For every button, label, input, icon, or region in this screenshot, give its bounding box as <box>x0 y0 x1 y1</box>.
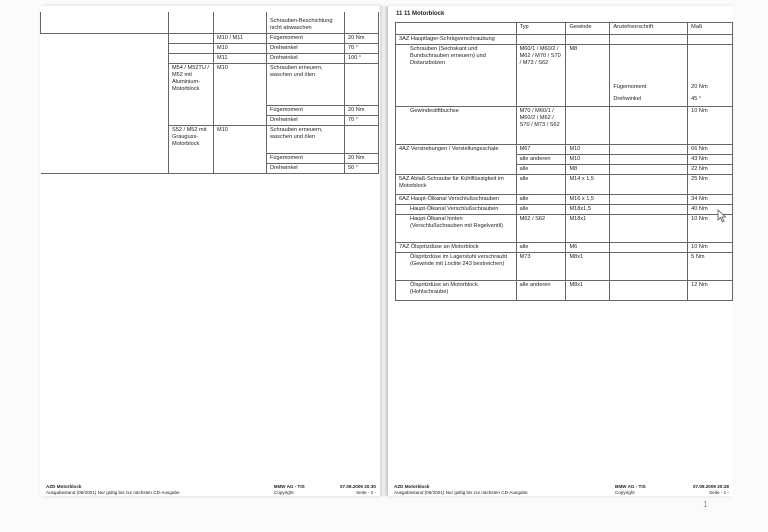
gewinde-cell: M8x1 <box>566 281 610 301</box>
header-anzieh: Anziehvorschrift <box>610 23 688 35</box>
mass-cell: 12 Nm <box>688 281 733 301</box>
gewinde-cell: M8 <box>566 165 610 175</box>
table-row <box>396 175 733 195</box>
mass-cell: 34 Nm <box>688 195 733 205</box>
step-cell: Fügemoment <box>267 106 345 116</box>
value-cell <box>345 64 379 106</box>
typ-cell: alle <box>516 195 566 205</box>
value-cell: 100 ° <box>345 54 379 64</box>
desc-cell: Ölspritzdüse im Lagerstuhl verschraubt (Gewinde mit Loctite 243 bestreichen) <box>396 253 517 281</box>
typ-cell: alle anderen <box>516 155 566 165</box>
value-cell: 20 Nm <box>345 106 379 116</box>
value-cell: 70 ° <box>345 44 379 54</box>
gewinde-cell: M18x1,5 <box>566 205 610 215</box>
torque-table-right <box>395 22 733 301</box>
table-row <box>41 116 379 126</box>
thread-cell <box>214 106 267 116</box>
mass-cell: 10 Nm <box>688 243 733 253</box>
mass-cell: 10 Nm <box>688 215 733 243</box>
mass-cell: 10 Nm <box>688 107 733 145</box>
footer-copyright: Copyright <box>615 490 635 495</box>
table-header-row <box>396 23 733 35</box>
table-row <box>396 95 733 107</box>
engine-cell: M54 / M52TU / M52 mit Aluminium-Motorblock <box>169 64 214 106</box>
page-gutter <box>380 6 388 496</box>
table-row <box>396 165 733 175</box>
table-row <box>396 45 733 83</box>
value-cell: 20 Nm <box>345 34 379 44</box>
step-cell: Schrauben-Beschichtung nicht abwaschen <box>267 12 345 34</box>
value-cell: 70 ° <box>345 116 379 126</box>
desc-cell: 6AZ Haupt-Ölkanal Verschlußschrauben <box>396 195 517 205</box>
thread-cell <box>214 116 267 126</box>
typ-cell: alle anderen <box>516 281 566 301</box>
typ-cell: M62 / S62 <box>516 215 566 243</box>
table-row <box>41 106 379 116</box>
desc-cell: 4AZ Verstrebungen / Verstellungsschale <box>396 145 517 155</box>
step-cell: Schrauben erneuern, waschen und ölen <box>267 126 345 154</box>
page-number-indicator: 1 <box>703 500 708 509</box>
thread-cell <box>214 12 267 34</box>
step-cell: Drehwinkel <box>267 164 345 174</box>
table-row <box>396 155 733 165</box>
thread-cell: M11 <box>214 54 267 64</box>
mouse-cursor-icon <box>717 209 727 223</box>
typ-cell: alle <box>516 243 566 253</box>
gewinde-cell: M8 <box>566 45 610 83</box>
typ-cell: M70 / M60/1 / M60/2 / M62 / S70 / M73 / S62 <box>516 107 566 145</box>
footer-publisher: BMW AG - TIS <box>615 484 646 489</box>
table-row <box>41 126 379 154</box>
header-mass: Maß <box>688 23 733 35</box>
step-cell: Fügemoment <box>267 34 345 44</box>
table-row <box>396 145 733 155</box>
footer-datetime: 07.09.2009 20:28 <box>692 484 729 489</box>
engine-cell <box>169 12 214 34</box>
torque-table-left <box>40 12 379 174</box>
gewinde-cell: M8x1 <box>566 253 610 281</box>
desc-cell: Ölspritzdüse an Motorblock (Hohlschraube) <box>396 281 517 301</box>
table-row <box>396 205 733 215</box>
step-cell: Drehwinkel <box>267 44 345 54</box>
engine-cell <box>169 106 214 116</box>
engine-cell <box>169 116 214 126</box>
step-cell: Drehwinkel <box>267 116 345 126</box>
table-row <box>396 83 733 95</box>
step-cell: Drehwinkel <box>267 54 345 64</box>
gewinde-cell: M16 x 1,5 <box>566 195 610 205</box>
table-row <box>396 195 733 205</box>
desc-cell: 7AZ Ölspritzdüse an Motorblock <box>396 243 517 253</box>
table-row <box>41 64 379 106</box>
engine-cell <box>169 164 214 174</box>
gewinde-cell: M10 <box>566 145 610 155</box>
typ-cell: alle <box>516 165 566 175</box>
engine-cell: S52 / M52 mit Grauguss-Motorblock <box>169 126 214 154</box>
table-row <box>41 164 379 174</box>
thread-cell: M10 / M11 <box>214 34 267 44</box>
header-typ: Typ <box>516 23 566 35</box>
footer-subtitle: Ausgabestand (06/2001) Nur gültig bis zur nächsten CD-Ausgabe <box>394 490 528 495</box>
engine-cell <box>169 154 214 164</box>
thread-cell: M10 <box>214 126 267 154</box>
gewinde-cell: M6 <box>566 243 610 253</box>
typ-cell: M73 <box>516 253 566 281</box>
step-cell: Schrauben erneuern, waschen und ölen <box>267 64 345 106</box>
desc-cell: Haupt-Ölkanal Verschlußschrauben <box>396 205 517 215</box>
table-row <box>396 215 733 243</box>
value-cell: 20 Nm <box>345 154 379 164</box>
footer-page: Seite - 1 - <box>709 490 729 495</box>
table-row <box>396 253 733 281</box>
section-title: 11 11 Motorblock <box>396 11 445 17</box>
thread-cell <box>214 164 267 174</box>
table-row <box>41 54 379 64</box>
gewinde-cell: M14 x 1,5 <box>566 175 610 195</box>
thread-cell: M10 <box>214 64 267 106</box>
anzieh-cell: Drehwinkel <box>610 95 688 107</box>
footer-page: Seite - 2 - <box>356 490 376 495</box>
table-row <box>396 35 733 45</box>
desc-cell: Haupt-Ölkanal hinten (Verschlußschrauben mit Regelventil) <box>396 215 517 243</box>
footer-copyright: Copyright <box>274 490 294 495</box>
document-page-left <box>40 6 380 496</box>
mass-cell: 25 Nm <box>688 175 733 195</box>
typ-cell: M60/1 / M60/2 / M62 / M70 / S70 / M73 / S62 <box>516 45 566 83</box>
mass-cell: 22 Nm <box>688 165 733 175</box>
thread-cell: M10 <box>214 44 267 54</box>
value-cell <box>345 126 379 154</box>
document-page-right <box>388 6 733 496</box>
value-cell: 50 ° <box>345 164 379 174</box>
mass-cell: 66 Nm <box>688 145 733 155</box>
desc-cell: Schrauben (Sechskant und Bundschrauben erneuern) und Distanzbolzen <box>396 45 517 83</box>
mass-cell: 5 Nm <box>688 253 733 281</box>
table-row <box>41 12 379 34</box>
gewinde-cell: M10 <box>566 155 610 165</box>
engine-cell <box>169 54 214 64</box>
footer-datetime: 07.09.2009 20:30 <box>339 484 376 489</box>
mass-cell: 20 Nm <box>688 83 733 95</box>
header-gewinde: Gewinde <box>566 23 610 35</box>
mass-cell: 45 ° <box>688 95 733 107</box>
footer-title: AZD Motorblock <box>394 484 430 489</box>
table-row <box>41 44 379 54</box>
desc-cell: Gewindestiftbuchse <box>396 107 517 145</box>
table-row <box>41 154 379 164</box>
typ-cell: M67 <box>516 145 566 155</box>
engine-cell <box>169 34 214 44</box>
footer-subtitle: Ausgabestand (06/2001) Nur gültig bis zur nächsten CD-Ausgabe <box>46 490 180 495</box>
desc-cell: 5AZ Ablaß-Schraube für Kühlflüssigkeit im Motorblock <box>396 175 517 195</box>
anzieh-cell: Fügemoment <box>610 83 688 95</box>
gewinde-cell: M18x1 <box>566 215 610 243</box>
mass-cell: 40 Nm <box>688 205 733 215</box>
footer-publisher: BMW AG - TIS <box>274 484 305 489</box>
table-row <box>41 34 379 44</box>
step-cell: Fügemoment <box>267 154 345 164</box>
footer-title: AZD Motorblock <box>46 484 82 489</box>
engine-cell <box>169 44 214 54</box>
table-row <box>396 281 733 301</box>
value-cell <box>345 12 379 34</box>
thread-cell <box>214 154 267 164</box>
typ-cell: alle <box>516 175 566 195</box>
typ-cell: alle <box>516 205 566 215</box>
mass-cell: 43 Nm <box>688 155 733 165</box>
table-row <box>396 243 733 253</box>
desc-cell: 3AZ Hauptlager-Schrägverschraubung <box>396 35 517 45</box>
table-row <box>396 107 733 145</box>
